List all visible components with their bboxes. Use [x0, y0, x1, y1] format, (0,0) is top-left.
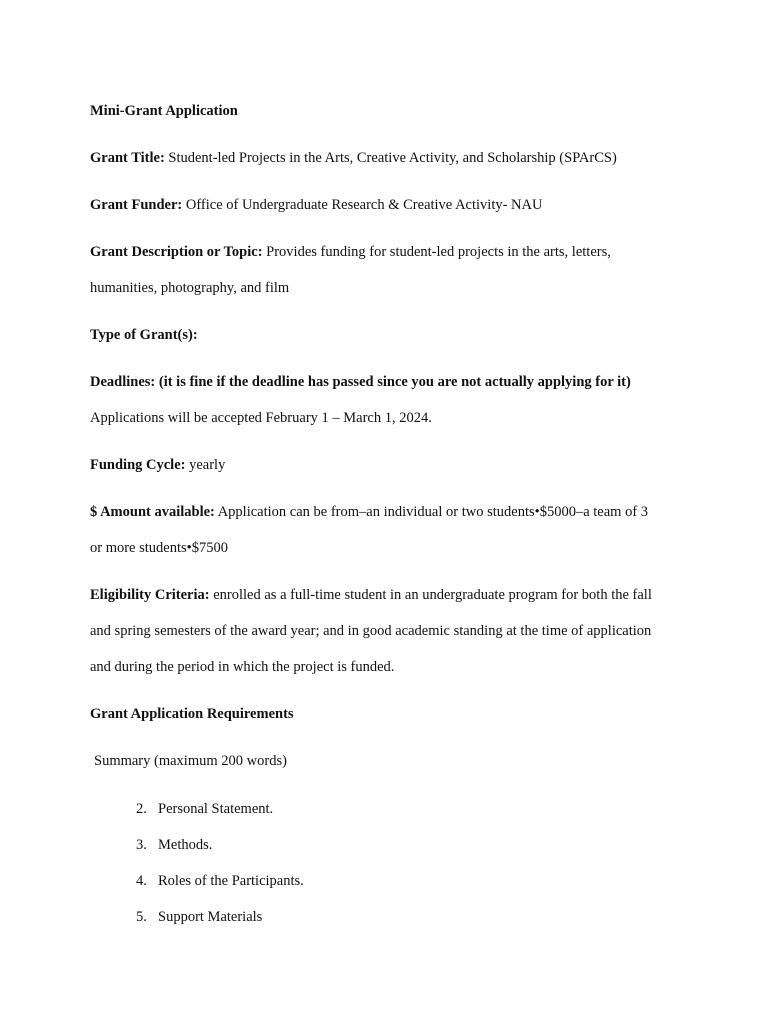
list-item: [90, 899, 690, 935]
grant-funder-value: Office of Undergraduate Research & Creative Activity- NAU: [185, 197, 543, 213]
list-item-number: 5.: [136, 909, 147, 925]
list-item: [90, 791, 690, 827]
funding-cycle-field: [90, 447, 690, 483]
amount-label: $ Amount available:: [90, 504, 215, 520]
requirements-heading: Grant Application Requirements: [90, 706, 294, 722]
document-title: Mini-Grant Application: [90, 103, 238, 119]
grant-title-value: Student-led Projects in the Arts, Creative Activity, and Scholarship (SPArCS): [168, 150, 617, 166]
list-item-text: Support Materials: [158, 909, 263, 925]
amount-value-line1: Application can be from–an individual or two students•$5000–a team of 3: [217, 504, 649, 520]
funding-cycle-label: Funding Cycle:: [90, 457, 186, 473]
grant-title-field: [90, 140, 690, 176]
list-item: [90, 863, 690, 899]
grant-funder-field: [90, 187, 690, 223]
list-item-text: Methods.: [158, 837, 213, 853]
eligibility-value-line2: and spring semesters of the award year; and in good academic standing at the time of application: [90, 623, 652, 639]
grant-funder-label: Grant Funder:: [90, 197, 183, 213]
amount-field: [90, 494, 690, 566]
eligibility-value-line3: and during the period in which the project is funded.: [90, 659, 395, 675]
list-item-number: 3.: [136, 837, 147, 853]
document-body: [90, 93, 690, 935]
deadlines-field: [90, 364, 690, 436]
grant-title-label: Grant Title:: [90, 150, 165, 166]
eligibility-label: Eligibility Criteria:: [90, 587, 210, 603]
requirements-list: [90, 791, 690, 935]
deadlines-value: Applications will be accepted February 1 – March 1, 2024.: [90, 410, 432, 426]
list-item-number: 2.: [136, 801, 147, 817]
description-field: [90, 234, 690, 306]
description-value-line2: humanities, photography, and film: [90, 280, 290, 296]
list-item-number: 4.: [136, 873, 147, 889]
deadlines-label: Deadlines: (it is fine if the deadline has passed since you are not actually applying for it): [90, 374, 631, 390]
type-of-grant-label: Type of Grant(s):: [90, 327, 198, 343]
eligibility-value-line1: enrolled as a full-time student in an undergraduate program for both the fall: [213, 587, 652, 603]
list-item: [90, 827, 690, 863]
funding-cycle-value: yearly: [189, 457, 226, 473]
requirements-summary: Summary (maximum 200 words): [94, 753, 287, 769]
eligibility-field: [90, 577, 690, 685]
description-value-line1: Provides funding for student-led projects in the arts, letters,: [266, 244, 611, 260]
list-item-text: Personal Statement.: [158, 801, 274, 817]
description-label: Grant Description or Topic:: [90, 244, 263, 260]
amount-value-line2: or more students•$7500: [90, 540, 228, 556]
list-item-text: Roles of the Participants.: [158, 873, 304, 889]
